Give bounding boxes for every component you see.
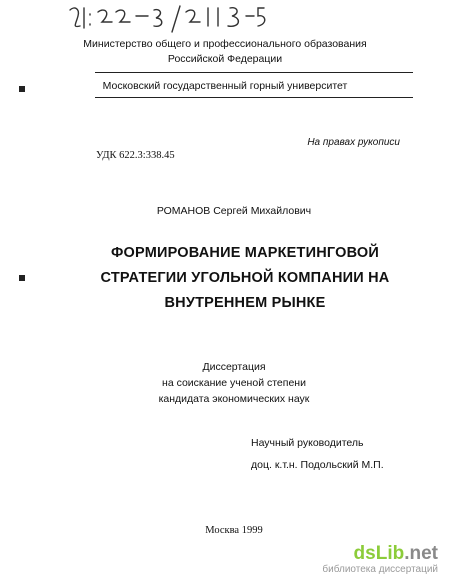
city-year: Москва 1999 [205, 525, 263, 536]
watermark-subtitle: библиотека диссертаций [322, 564, 438, 575]
udk-code: УДК 622.3:338.45 [96, 150, 175, 161]
header-divider-bottom [95, 97, 413, 98]
ministry-line-2: Российской Федерации [167, 53, 283, 65]
rights-note: На правах рукописи [307, 137, 400, 148]
degree-line-1: Диссертация [202, 361, 266, 373]
university-name: Московский государственный горный университет [102, 80, 348, 92]
ministry-line-1: Министерство общего и профессионального образования [83, 38, 367, 50]
watermark-logo [322, 544, 438, 564]
supervisor-name: доц. к.т.н. Подольский М.П. [251, 459, 384, 471]
author-name: РОМАНОВ Сергей Михайлович [156, 205, 312, 217]
degree-line-2: на соискание ученой степени [162, 377, 306, 389]
watermark [322, 544, 438, 576]
watermark-logo-part1: dsLib [353, 543, 405, 564]
degree-line-3: кандидата экономических наук [158, 393, 310, 405]
handwritten-archive-number [68, 4, 298, 34]
header-divider-top [95, 72, 413, 73]
scan-mark [19, 275, 25, 281]
dissertation-title: ФОРМИРОВАНИЕ МАРКЕТИНГОВОЙ СТРАТЕГИИ УГОЛЬНОЙ КОМПАНИИ НА ВНУТРЕННЕМ РЫНКЕ [100, 245, 390, 311]
watermark-logo-part2: .net [404, 543, 438, 564]
handwritten-scribble [68, 4, 298, 34]
supervisor-label: Научный руководитель [251, 437, 364, 449]
